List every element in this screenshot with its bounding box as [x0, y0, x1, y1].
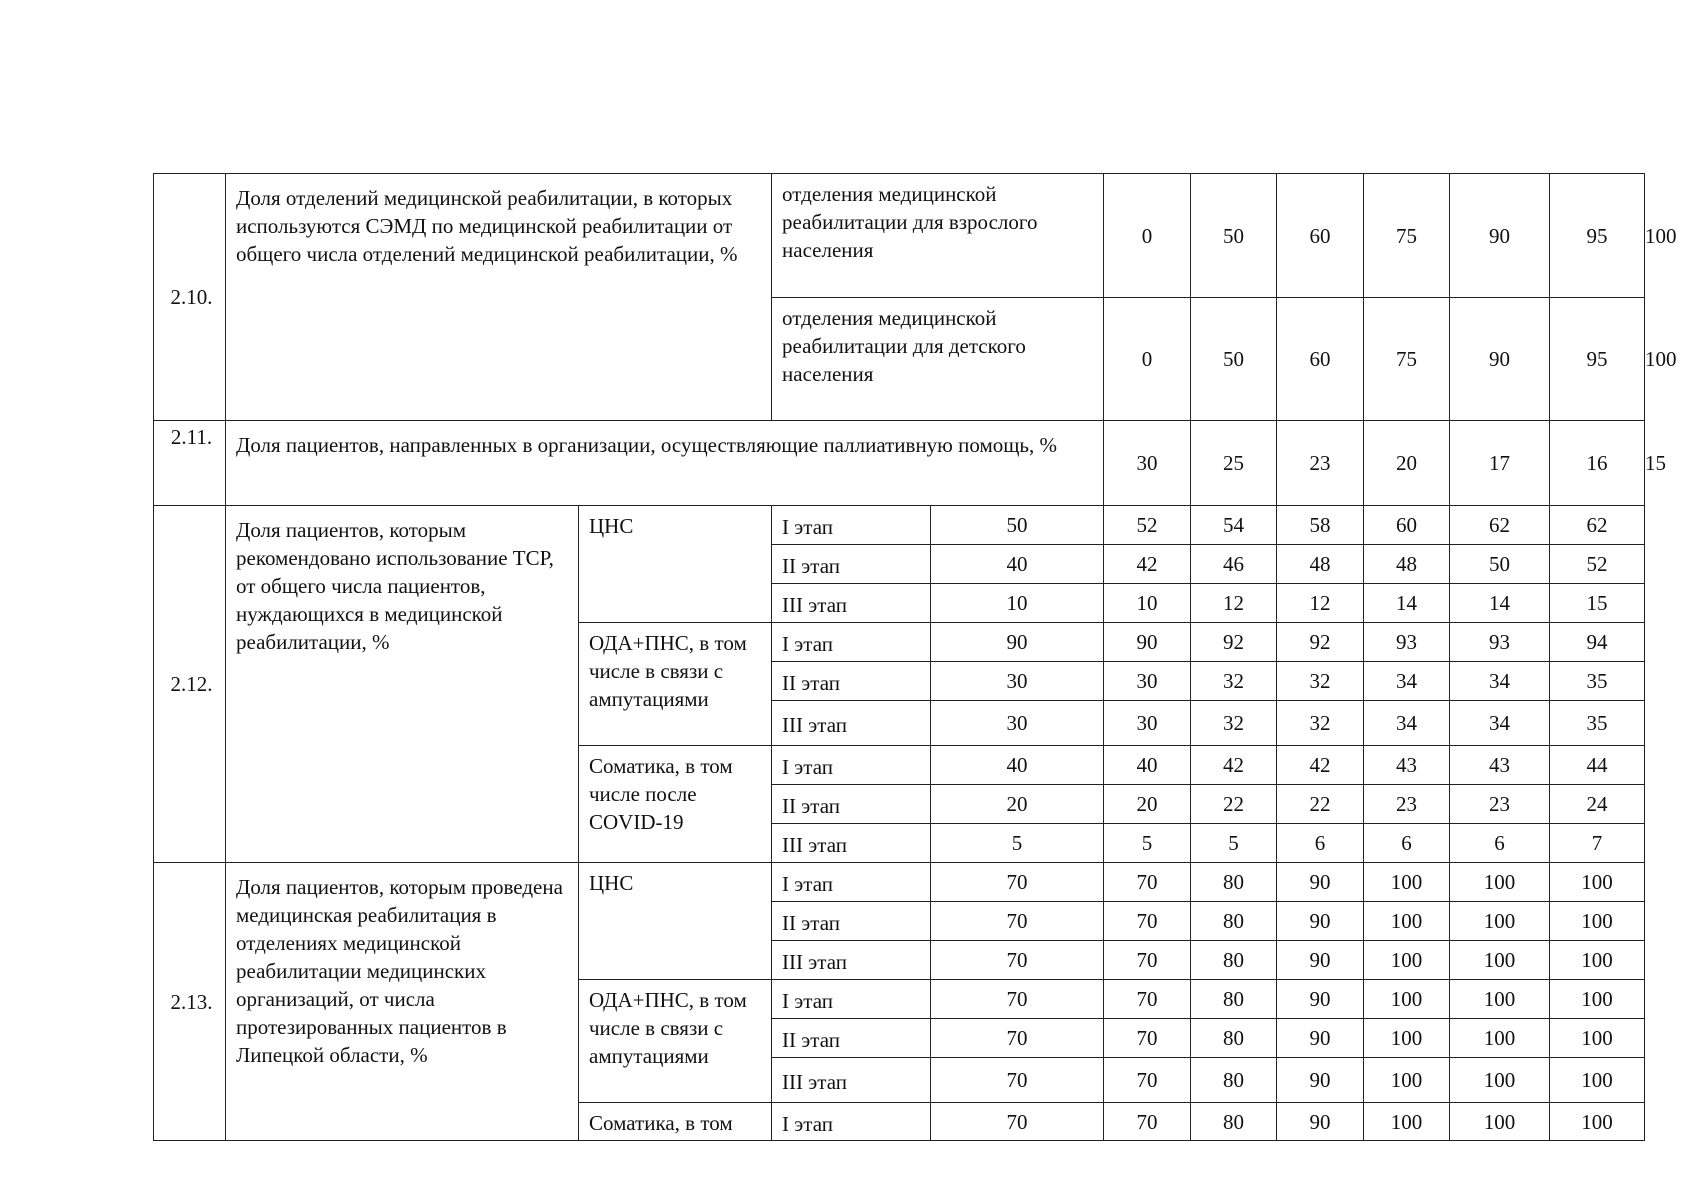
value-cell: 100 — [1550, 941, 1645, 980]
value-cell: 70 — [931, 902, 1104, 941]
value-cell: 80 — [1191, 1019, 1277, 1058]
value-cell: 100 — [1450, 902, 1550, 941]
value-cell: 42 — [1104, 545, 1191, 584]
value-cell: 48 — [1277, 545, 1364, 584]
value-cell: 48 — [1364, 545, 1450, 584]
row-number: 2.12. — [154, 506, 226, 863]
value-cell: 12 — [1191, 584, 1277, 623]
value-cell: 100 — [1450, 941, 1550, 980]
value-cell: 34 — [1450, 662, 1550, 701]
value-cell: 90 — [1450, 174, 1550, 298]
stage-label: I этап — [772, 746, 931, 785]
stage-label: III этап — [772, 701, 931, 746]
value-cell: 100 — [1364, 902, 1450, 941]
value-cell: 100 — [1364, 1103, 1450, 1141]
value-cell: 100 — [1450, 863, 1550, 902]
table-row — [154, 863, 1645, 902]
value-cell: 100 — [1550, 980, 1645, 1019]
value-cell: 70 — [931, 980, 1104, 1019]
indicators-table — [153, 173, 1677, 1141]
value-cell: 40 — [1104, 746, 1191, 785]
value-cell: 40 — [931, 746, 1104, 785]
value-cell: 50 — [1191, 298, 1277, 421]
value-cell: 50 — [1191, 174, 1277, 298]
value-cell: 62 — [1550, 506, 1645, 545]
value-cell: 90 — [1277, 1019, 1364, 1058]
value-cell: 100 — [1550, 1019, 1645, 1058]
stage-label: III этап — [772, 584, 931, 623]
value-cell: 90 — [1450, 298, 1550, 421]
value-cell: 24 — [1550, 785, 1645, 824]
table-row: отделения медицинской реабилитации для детского населения 0 50 60 75 90 95 100 — [154, 298, 1645, 421]
value-cell: 100 — [1450, 1019, 1550, 1058]
value-cell: 20 — [1364, 421, 1450, 506]
value-cell: 34 — [1364, 701, 1450, 746]
value-cell: 70 — [1104, 1019, 1191, 1058]
value-cell: 32 — [1191, 701, 1277, 746]
value-cell: 90 — [1277, 863, 1364, 902]
table-row: 2.11. Доля пациентов, направленных в организации, осуществляющие паллиативную помощь, % 30 25 23 20 17 16 15 — [154, 421, 1645, 506]
row-number: 2.13. — [154, 863, 226, 1141]
category-label: ЦНС — [579, 506, 772, 623]
value-cell: 100 — [1450, 1103, 1550, 1141]
value-cell: 100 — [1550, 1058, 1645, 1103]
value-cell: 100 — [1364, 863, 1450, 902]
value-cell: 52 — [1550, 545, 1645, 584]
value-cell: 42 — [1277, 746, 1364, 785]
value-cell: 100 — [1364, 1019, 1450, 1058]
value-cell: 23 — [1364, 785, 1450, 824]
value-cell: 70 — [931, 1103, 1104, 1141]
value-cell: 15 — [1550, 584, 1645, 623]
value-cell: 80 — [1191, 1058, 1277, 1103]
value-cell: 10 — [1104, 584, 1191, 623]
value-cell: 80 — [1191, 1103, 1277, 1141]
stage-label: I этап — [772, 623, 931, 662]
value-cell: 42 — [1191, 746, 1277, 785]
value-cell: 30 — [1104, 421, 1191, 506]
table-row — [154, 506, 1645, 545]
value-cell: 43 — [1364, 746, 1450, 785]
value-cell: 32 — [1277, 662, 1364, 701]
value-cell: 12 — [1277, 584, 1364, 623]
value-cell: 80 — [1191, 980, 1277, 1019]
stage-label: I этап — [772, 863, 931, 902]
value-cell: 92 — [1191, 623, 1277, 662]
value-cell: 60 — [1277, 298, 1364, 421]
value-cell: 14 — [1450, 584, 1550, 623]
value-cell: 40 — [931, 545, 1104, 584]
value-cell: 23 — [1277, 421, 1364, 506]
value-cell: 90 — [1277, 1103, 1364, 1141]
value-cell: 75 — [1364, 174, 1450, 298]
value-cell: 58 — [1277, 506, 1364, 545]
value-cell: 30 — [931, 662, 1104, 701]
value-cell: 75 — [1364, 298, 1450, 421]
stage-label: III этап — [772, 824, 931, 863]
value-cell: 34 — [1450, 701, 1550, 746]
value-cell: 5 — [1104, 824, 1191, 863]
value-cell: 30 — [931, 701, 1104, 746]
value-cell: 100 — [1364, 941, 1450, 980]
category-label: Соматика, в том числе после COVID-19 — [579, 746, 772, 863]
row-number: 2.11. — [154, 421, 226, 506]
category-label: ОДА+ПНС, в том числе в связи с ампутациями — [579, 980, 772, 1103]
subgroup-label: отделения медицинской реабилитации для взрослого населения — [772, 174, 1104, 298]
value-cell: 93 — [1364, 623, 1450, 662]
value-cell: 100 — [1550, 1103, 1645, 1141]
value-cell: 95 — [1550, 298, 1645, 421]
value-cell: 16 — [1550, 421, 1645, 506]
value-cell: 6 — [1277, 824, 1364, 863]
value-cell: 35 — [1550, 662, 1645, 701]
indicator-title: Доля пациентов, направленных в организации, осуществляющие паллиативную помощь, % — [226, 421, 1104, 506]
value-cell: 25 — [1191, 421, 1277, 506]
stage-label: I этап — [772, 980, 931, 1019]
value-cell: 94 — [1550, 623, 1645, 662]
value-cell: 44 — [1550, 746, 1645, 785]
value-cell: 80 — [1191, 902, 1277, 941]
stage-label: III этап — [772, 941, 931, 980]
subgroup-label: отделения медицинской реабилитации для детского населения — [772, 298, 1104, 421]
stage-label: I этап — [772, 506, 931, 545]
value-cell: 60 — [1364, 506, 1450, 545]
value-cell: 80 — [1191, 863, 1277, 902]
value-cell: 100 — [1450, 1058, 1550, 1103]
indicator-title: Доля пациентов, которым рекомендовано использование ТСР, от общего числа пациентов, нуждающихся в медицинской реабилитации, % — [226, 506, 579, 863]
value-cell: 30 — [1104, 662, 1191, 701]
stage-label: II этап — [772, 1019, 931, 1058]
value-cell: 70 — [931, 1058, 1104, 1103]
value-cell: 35 — [1550, 701, 1645, 746]
value-cell: 22 — [1191, 785, 1277, 824]
value-cell: 46 — [1191, 545, 1277, 584]
value-cell: 5 — [931, 824, 1104, 863]
value-cell: 90 — [931, 623, 1104, 662]
value-cell: 10 — [931, 584, 1104, 623]
value-cell: 22 — [1277, 785, 1364, 824]
value-cell: 100 — [1450, 980, 1550, 1019]
value-cell: 90 — [1277, 1058, 1364, 1103]
value-cell: 62 — [1450, 506, 1550, 545]
category-label: ЦНС — [579, 863, 772, 980]
stage-label: II этап — [772, 545, 931, 584]
value-cell: 70 — [1104, 980, 1191, 1019]
value-cell: 7 — [1550, 824, 1645, 863]
stage-label: III этап — [772, 1058, 931, 1103]
stage-label: II этап — [772, 785, 931, 824]
value-cell: 70 — [1104, 902, 1191, 941]
value-cell: 20 — [931, 785, 1104, 824]
value-cell: 70 — [1104, 1103, 1191, 1141]
value-cell: 54 — [1191, 506, 1277, 545]
value-cell: 23 — [1450, 785, 1550, 824]
value-cell: 100 — [1550, 902, 1645, 941]
indicator-title: Доля пациентов, которым проведена медицинская реабилитация в отделениях медицинской реабилитации медицинских организаций, от числа протезированных пациентов в Липецкой области, % — [226, 863, 579, 1141]
stage-label: I этап — [772, 1103, 931, 1141]
table-row: 2.10. Доля отделений медицинской реабилитации, в которых используются СЭМД по медицинской реабилитации от общего числа отделений медицинской реабилитации, % отделения медицинской реабилитации для взрослого населения 0 50 60 75 90 95 100 — [154, 174, 1645, 298]
value-cell: 20 — [1104, 785, 1191, 824]
row-number: 2.10. — [154, 174, 226, 421]
value-cell: 60 — [1277, 174, 1364, 298]
value-cell: 52 — [1104, 506, 1191, 545]
value-cell: 5 — [1191, 824, 1277, 863]
value-cell: 100 — [1550, 863, 1645, 902]
value-cell: 30 — [1104, 701, 1191, 746]
value-cell: 100 — [1364, 1058, 1450, 1103]
value-cell: 70 — [931, 1019, 1104, 1058]
value-cell: 70 — [1104, 941, 1191, 980]
category-label: ОДА+ПНС, в том числе в связи с ампутациями — [579, 623, 772, 746]
value-cell: 0 — [1104, 174, 1191, 298]
value-cell: 90 — [1277, 980, 1364, 1019]
value-cell: 100 — [1364, 980, 1450, 1019]
value-cell: 90 — [1104, 623, 1191, 662]
value-cell: 80 — [1191, 941, 1277, 980]
value-cell: 70 — [1104, 863, 1191, 902]
value-cell: 90 — [1277, 941, 1364, 980]
value-cell: 92 — [1277, 623, 1364, 662]
indicator-title: Доля отделений медицинской реабилитации, в которых используются СЭМД по медицинской реабилитации от общего числа отделений медицинской реабилитации, % — [226, 174, 772, 421]
value-cell: 0 — [1104, 298, 1191, 421]
value-cell: 50 — [931, 506, 1104, 545]
value-cell: 32 — [1277, 701, 1364, 746]
value-cell: 6 — [1450, 824, 1550, 863]
value-cell: 70 — [1104, 1058, 1191, 1103]
stage-label: II этап — [772, 662, 931, 701]
value-cell: 17 — [1450, 421, 1550, 506]
value-cell: 32 — [1191, 662, 1277, 701]
value-cell: 43 — [1450, 746, 1550, 785]
value-cell: 93 — [1450, 623, 1550, 662]
value-cell: 34 — [1364, 662, 1450, 701]
value-cell: 70 — [931, 941, 1104, 980]
value-cell: 70 — [931, 863, 1104, 902]
value-cell: 50 — [1450, 545, 1550, 584]
category-label: Соматика, в том — [579, 1103, 772, 1141]
value-cell: 95 — [1550, 174, 1645, 298]
value-cell: 6 — [1364, 824, 1450, 863]
stage-label: II этап — [772, 902, 931, 941]
value-cell: 14 — [1364, 584, 1450, 623]
value-cell: 90 — [1277, 902, 1364, 941]
